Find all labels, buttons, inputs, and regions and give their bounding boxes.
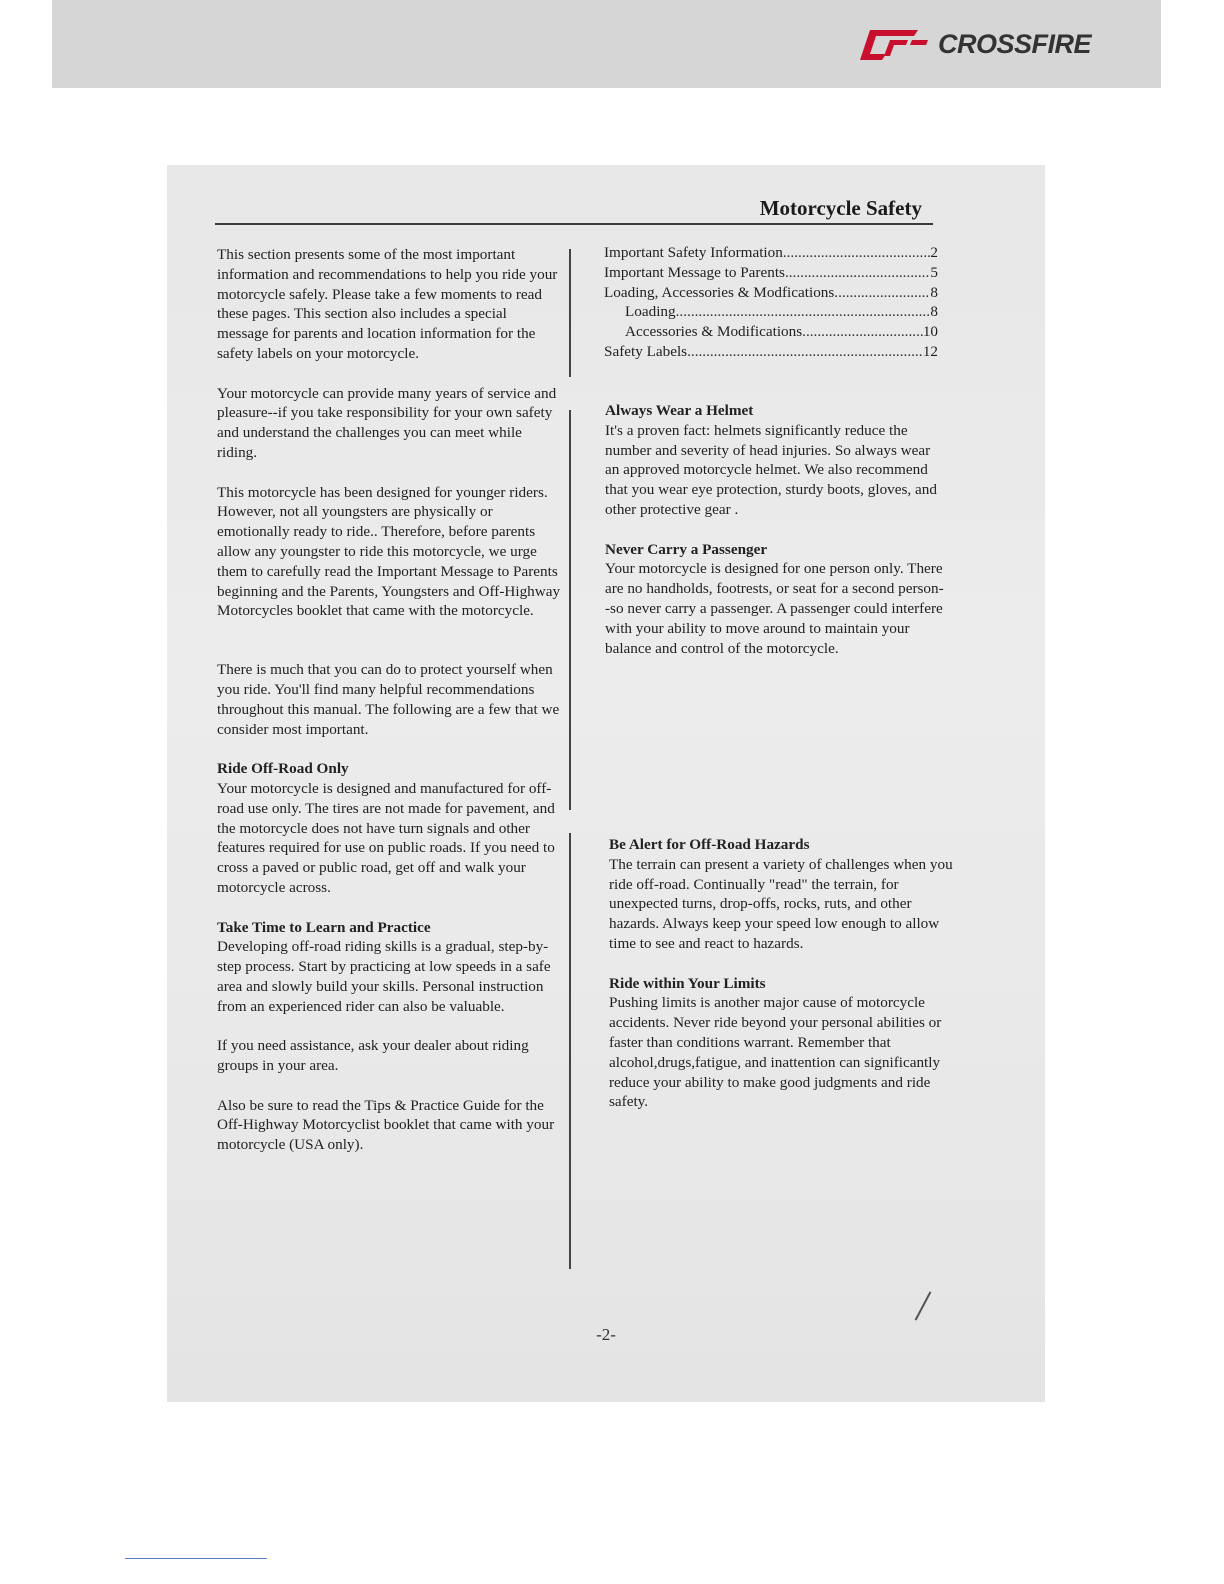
header-band bbox=[52, 0, 1161, 88]
column-divider bbox=[569, 410, 571, 810]
toc-item: Important Safety Information ..... 2 bbox=[604, 243, 938, 263]
toc-item: Important Message to Parents ..... 5 bbox=[604, 263, 938, 283]
column-divider bbox=[569, 249, 571, 377]
helmet-heading: Always Wear a Helmet bbox=[605, 402, 754, 419]
hazards-heading: Be Alert for Off-Road Hazards bbox=[609, 836, 810, 853]
column-divider bbox=[569, 833, 571, 1269]
helmet-body: It's a proven fact: helmets significantly reduce the number and severity of head injuries. So always wear an approved motorcycle helmet. We also recommend that you wear eye protection, sturdy boots, gloves, and other protective gear . bbox=[605, 421, 937, 518]
right-column-bottom bbox=[609, 835, 955, 1132]
passenger-body: Your motorcycle is designed for one person only. There are no handholds, footrests, or seat for a second person--so never carry a passenger. A passenger could interfere with your ability to move around to maintain your balance and control of the motorcycle. bbox=[605, 560, 944, 657]
footer-link-line bbox=[125, 1558, 267, 1559]
title-rule bbox=[215, 223, 933, 225]
toc-item: Loading ..... 8 bbox=[604, 302, 938, 322]
stray-pen-mark bbox=[915, 1291, 932, 1320]
right-column-top bbox=[605, 401, 945, 678]
limits-body: Pushing limits is another major cause of motorcycle accidents. Never ride beyond your personal abilities or faster than conditions warrant. Remember that alcohol,drugs,fatigue, and inattention can significantly reduce your ability to make good judgments and ride safety. bbox=[609, 994, 942, 1111]
toc-item: Loading, Accessories & Modfications ..... 8 bbox=[604, 283, 938, 303]
offroad-body: Your motorcycle is designed and manufactured for off-road use only. The tires are not made for pavement, and the motorcycle does not have turn signals and other features required for use on public roads. If you need to cross a paved or public road, get off and walk your motorcycle across. bbox=[217, 779, 555, 896]
brand-name: CROSSFIRE bbox=[937, 28, 1091, 59]
responsibility-paragraph: Your motorcycle can provide many years of service and pleasure--if you take responsibility for your own safety and understand the challenges you can meet while riding. bbox=[217, 384, 557, 461]
offroad-heading: Ride Off-Road Only bbox=[217, 760, 349, 778]
brand-logo bbox=[856, 26, 1091, 62]
hazards-body: The terrain can present a variety of challenges when you ride off-road. Continually "read" the terrain, for unexpected turns, drop-offs, rocks, ruts, and other hazards. Always keep your speed low enough to allow time to see and react to hazards. bbox=[609, 855, 953, 952]
page-number: -2- bbox=[596, 1325, 616, 1344]
learn-heading: Take Time to Learn and Practice bbox=[217, 918, 431, 936]
assistance-paragraph: If you need assistance, ask your dealer about riding groups in your area. bbox=[217, 1037, 529, 1075]
section-title: Motorcycle Safety bbox=[759, 196, 922, 220]
passenger-heading: Never Carry a Passenger bbox=[605, 540, 768, 558]
toc-item: Safety Labels ..... 12 bbox=[604, 342, 938, 362]
toc-block bbox=[604, 243, 938, 362]
tips-paragraph: Also be sure to read the Tips & Practice Guide for the Off-Highway Motorcyclist booklet that came with your motorcycle (USA only). bbox=[217, 1096, 555, 1154]
intro-paragraph: This section presents some of the most important information and recommendations to help you ride your motorcycle safely. Please take a few moments to read these pages. This section also includes a special message for parents and location information for the safety labels on your motorcycle. bbox=[217, 246, 558, 362]
learn-body: Developing off-road riding skills is a gradual, step-by-step process. Start by practicing at low speeds in a safe area and slowly build your skills. Personal instruction from an experienced rider can also be valuable. bbox=[217, 938, 551, 1015]
younger-riders-paragraph: This motorcycle has been designed for younger riders. However, not all youngsters are physically or emotionally ready to ride.. Therefore, before parents allow any youngster to ride this motorcycle, we urge them to carefully read the Important Message to Parents beginning and the Parents, Youngsters and Off-Highway Motorcycles booklet that came with the motorcycle. bbox=[217, 483, 561, 620]
limits-heading: Ride within Your Limits bbox=[609, 974, 766, 992]
crossfire-cf-logo-icon bbox=[856, 26, 930, 62]
left-column bbox=[217, 245, 562, 1175]
table-of-contents bbox=[604, 243, 938, 362]
protection-paragraph: There is much that you can do to protect yourself when you ride. You'll find many helpful recommendations throughout this manual. The following are a few that we consider most important. bbox=[217, 661, 560, 738]
scanned-page bbox=[167, 165, 1045, 1402]
toc-item: Accessories & Modifications ..... 10 bbox=[604, 322, 938, 342]
